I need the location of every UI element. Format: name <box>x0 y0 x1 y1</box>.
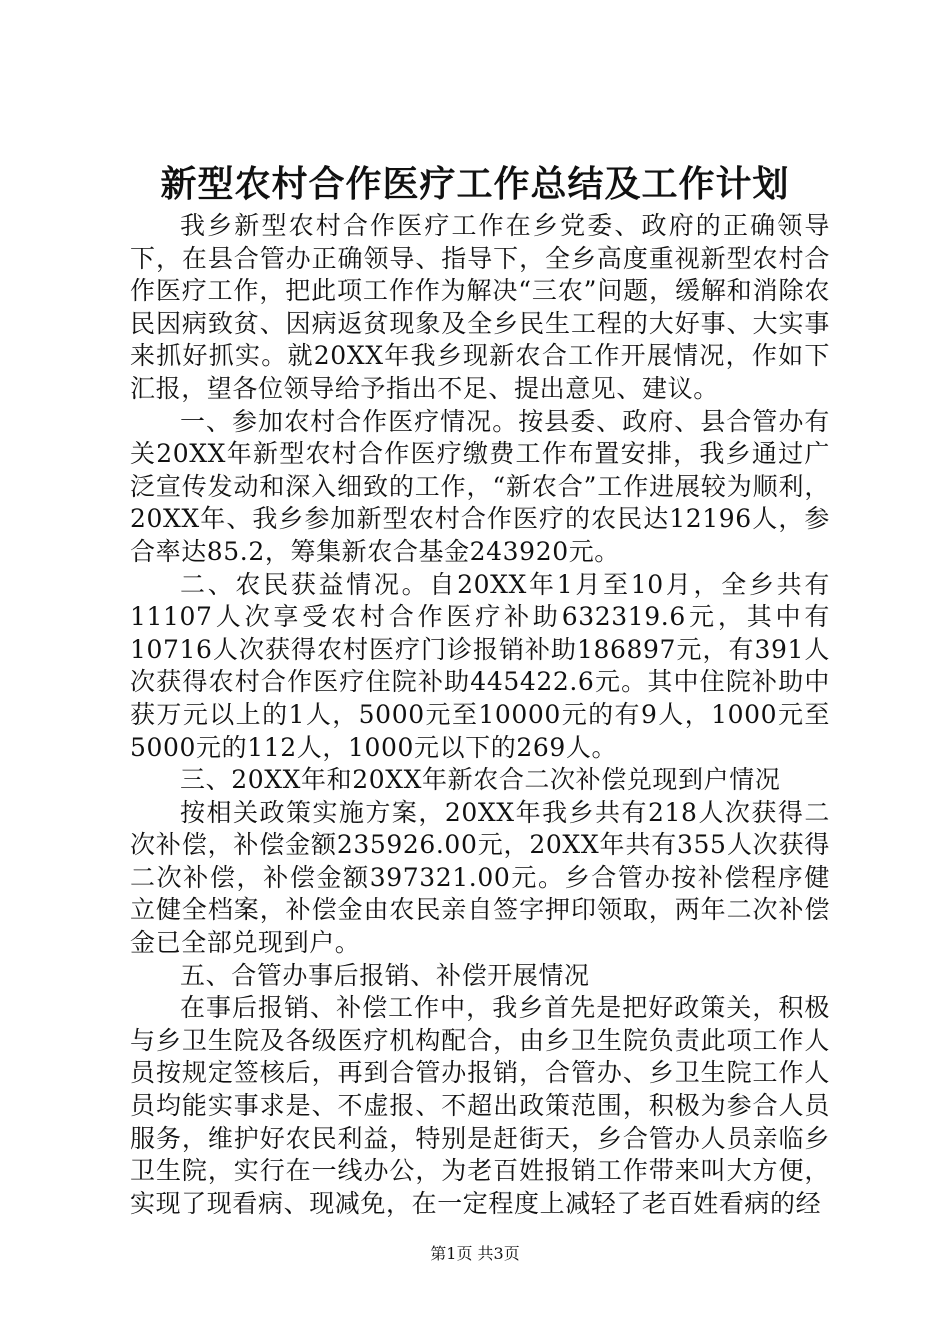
paragraph-section-5-heading: 五、合管办事后报销、补偿开展情况 <box>180 960 590 990</box>
paragraph-section-3-heading: 三、20XX年和20XX年新农合二次补偿兑现到户情况 <box>180 765 781 795</box>
paragraph-intro: 我乡新型农村合作医疗工作在乡党委、政府的正确领导下，在县合管办正确领导、指导下，全乡高度重视新型农村合作医疗工作，把此项工作作为解决“三农”问题，缓解和消除农民因病致贫、因病返贫现象及全乡民生工程的大好事、大实事来抓好抓实。就20XX年我乡现新农合工作开展情况，作如下汇报，望各位领导给予指出不足、提出意见、建议。 <box>130 211 830 403</box>
document-body <box>130 210 830 1220</box>
paragraph-section-1: 一、参加农村合作医疗情况。按县委、政府、县合管办有关20XX年新型农村合作医疗缴费工作布置安排，我乡通过广泛宣传发动和深入细致的工作，“新农合”工作进展较为顺利，20XX年、我乡参加新型农村合作医疗的农民达12196人，参合率达85.2，筹集新农合基金243920元。 <box>130 406 830 566</box>
paragraph-section-3-body: 按相关政策实施方案，20XX年我乡共有218人次获得二次补偿，补偿金额235926.00元，20XX年共有355人次获得二次补偿，补偿金额397321.00元。乡合管办按补偿程序健立健全档案，补偿金由农民亲自签字押印领取，两年二次补偿金已全部兑现到户。 <box>130 797 830 958</box>
paragraph-section-2: 二、农民获益情况。自20XX年1月至10月，全乡共有11107人次享受农村合作医疗补助632319.6元，其中有10716人次获得农村医疗门诊报销补助186897元，有391人次获得农村合作医疗住院补助445422.6元。其中住院补助中获万元以上的1人，5000元至10000元的有9人，1000元至5000元的112人，1000元以下的269人。 <box>130 569 830 762</box>
document-title: 新型农村合作医疗工作总结及工作计划 <box>160 163 790 205</box>
page-footer: 第1页 共3页 <box>430 1244 520 1263</box>
paragraph-section-5-body: 在事后报销、补偿工作中，我乡首先是把好政策关，积极与乡卫生院及各级医疗机构配合，由乡卫生院负责此项工作人员按规定签核后，再到合管办报销，合管办、乡卫生院工作人员均能实事求是、不虚报、不超出政策范围，积极为参合人员服务，维护好农民利益，特别是赶街天，乡合管办人员亲临乡卫生院，实行在一线办公，为老百姓报销工作带来叫大方便，实现了现看病、现减免，在一定程度上减轻了老百姓看病的经 <box>130 993 830 1218</box>
